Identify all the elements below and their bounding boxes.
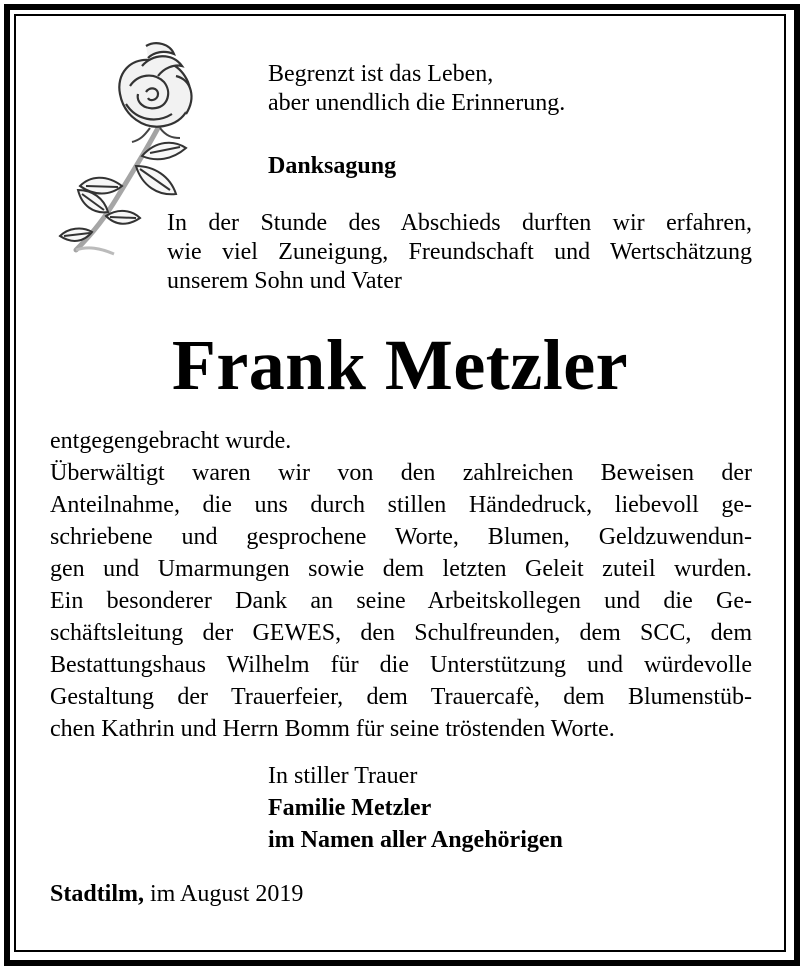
signature-block (268, 760, 563, 856)
intro-line: wie viel Zuneigung, Freundschaft und Wertschätzung (167, 239, 752, 265)
body-line: gen und Umarmungen sowie dem letzten Geleit zuteil wurden. (50, 556, 752, 582)
body-line: Anteilnahme, die uns durch stillen Händedruck, liebevoll ge- (50, 492, 752, 518)
body-line: schäftsleitung der GEWES, den Schulfreunden, dem SCC, dem (50, 620, 752, 646)
motto-line-2: aber unendlich die Erinnerung. (268, 90, 566, 116)
family-name: Familie Metzler (268, 795, 432, 821)
body-line: chen Kathrin und Herrn Bomm für seine tröstenden Worte. (50, 716, 615, 742)
body-line: Bestattungshaus Wilhelm für die Unterstützung und würdevolle (50, 652, 752, 678)
intro-paragraph (167, 209, 752, 296)
intro-line: unserem Sohn und Vater (167, 268, 402, 294)
body-line: Gestaltung der Trauerfeier, dem Trauercafè, dem Blumenstüb- (50, 684, 752, 710)
closing-line: In stiller Trauer (268, 763, 418, 789)
body-line: schriebene und gesprochene Worte, Blumen, Geldzuwendun- (50, 524, 752, 550)
place-date (50, 878, 303, 910)
deceased-name: Frank Metzler (171, 325, 629, 405)
place: Stadtilm, (50, 881, 145, 907)
heading: Danksagung (268, 153, 397, 179)
body-line: Ein besonderer Dank an seine Arbeitskollegen und die Ge- (50, 588, 752, 614)
relatives-line: im Namen aller Angehörigen (268, 827, 563, 853)
body-line: Überwältigt waren wir von den zahlreichen Beweisen der (50, 460, 752, 486)
body-paragraph (50, 425, 752, 745)
motto (268, 60, 565, 118)
body-line: entgegengebracht wurde. (50, 428, 292, 454)
intro-line: In der Stunde des Abschieds durften wir erfahren, (167, 210, 752, 236)
motto-line-1: Begrenzt ist das Leben, (268, 61, 494, 87)
date: im August 2019 (150, 881, 304, 907)
